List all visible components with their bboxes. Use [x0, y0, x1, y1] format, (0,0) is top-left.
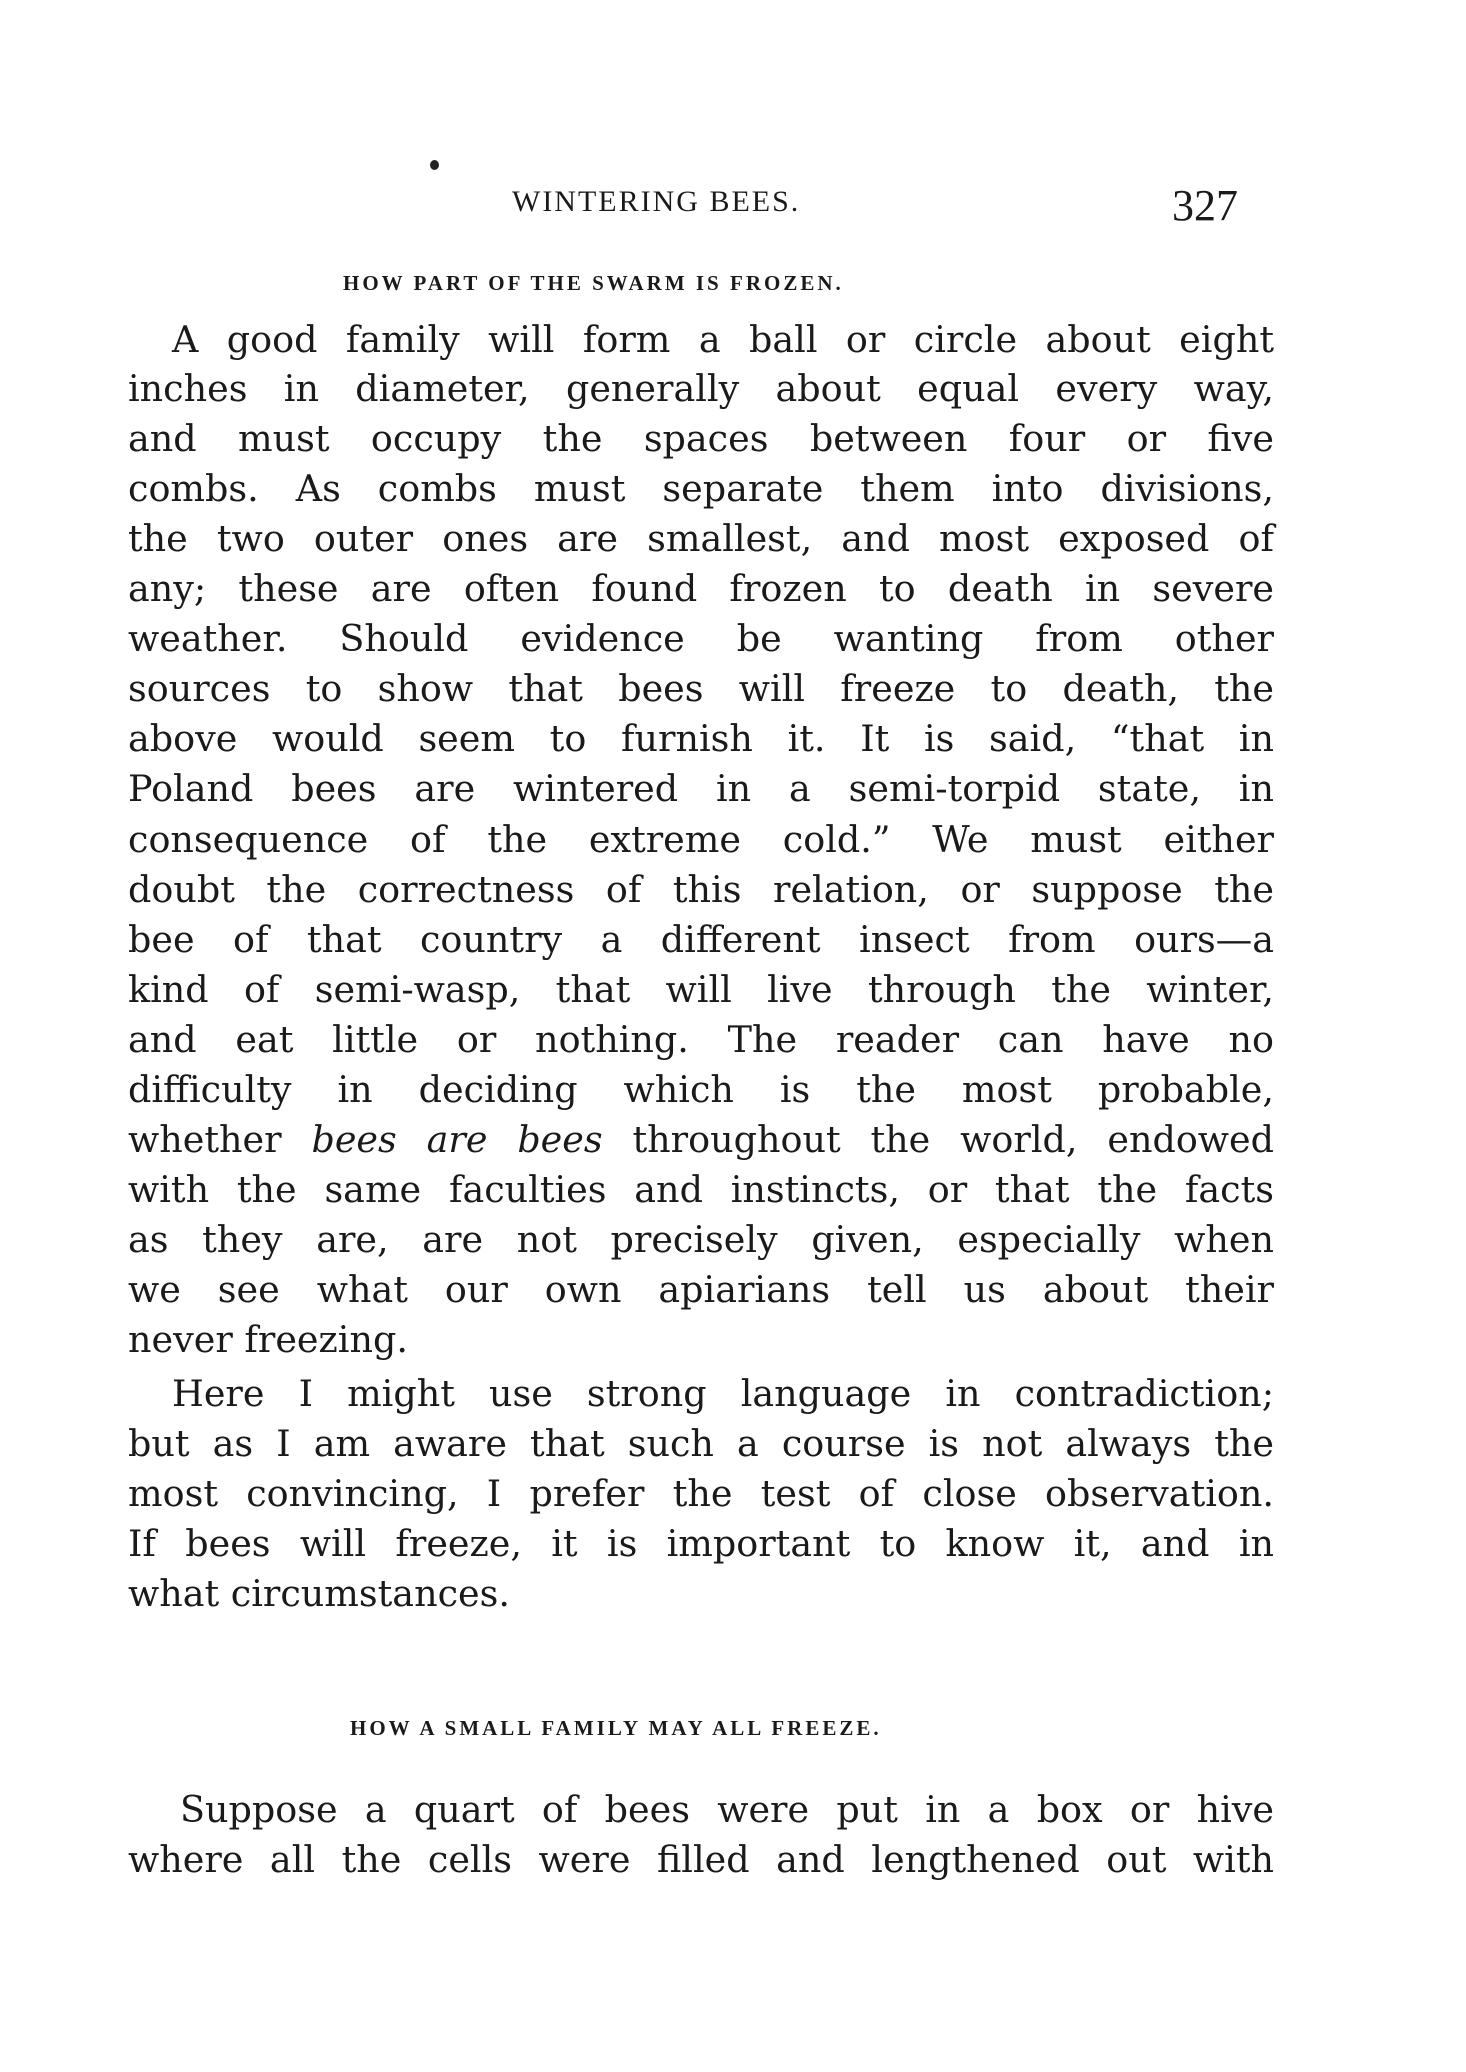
text-line: A good family will form a ball or circle about eight [172, 318, 1274, 361]
text-line: consequence of the extreme cold.” We must either [128, 818, 1274, 861]
text-line: Here I might use strong language in contradiction; [172, 1372, 1274, 1415]
text-line: doubt the correctness of this relation, or suppose the [128, 868, 1274, 911]
text-line: Poland bees are wintered in a semi-torpid state, in [128, 767, 1274, 810]
text-line: with the same faculties and instincts, or that the facts [128, 1168, 1274, 1211]
text-line: above would seem to furnish it. It is said, “that in [128, 717, 1274, 760]
text-line: what circumstances. [128, 1572, 510, 1615]
text-line: sources to show that bees will freeze to death, the [128, 667, 1274, 710]
text-line: where all the cells were filled and lengthened out with [128, 1838, 1274, 1881]
text-segment: whether [128, 1118, 312, 1161]
italic-phrase: bees are bees [311, 1118, 603, 1161]
text-line: but as I am aware that such a course is not always the [128, 1422, 1274, 1465]
text-line: difficulty in deciding which is the most probable, [128, 1068, 1274, 1111]
text-line: most convincing, I prefer the test of close observation. [128, 1472, 1274, 1515]
text-line: bee of that country a different insect from ours—a [128, 918, 1274, 961]
text-line: and eat little or nothing. The reader can have no [128, 1018, 1274, 1061]
running-title: WINTERING BEES. [512, 185, 801, 218]
text-line: weather. Should evidence be wanting from other [128, 617, 1274, 660]
text-line: inches in diameter, generally about equal every way, [128, 367, 1274, 410]
ink-speck [430, 160, 439, 170]
text-line: never freezing. [128, 1318, 408, 1361]
text-line: and must occupy the spaces between four or five [128, 417, 1274, 460]
text-line: combs. As combs must separate them into divisions, [128, 467, 1274, 510]
text-segment: throughout the world, endowed [602, 1118, 1274, 1161]
section-heading: HOW PART OF THE SWARM IS FROZEN. [343, 271, 844, 295]
text-line: Suppose a quart of bees were put in a box or hive [180, 1788, 1274, 1831]
section-heading: HOW A SMALL FAMILY MAY ALL FREEZE. [350, 1716, 882, 1740]
page-number: 327 [1172, 181, 1238, 230]
text-line: kind of semi-wasp, that will live through the winter, [128, 968, 1274, 1011]
text-line: we see what our own apiarians tell us about their [128, 1268, 1274, 1311]
text-line: the two outer ones are smallest, and most exposed of [128, 517, 1274, 560]
text-line: If bees will freeze, it is important to know it, and in [128, 1522, 1274, 1565]
text-line [128, 1118, 1274, 1162]
text-line: as they are, are not precisely given, especially when [128, 1218, 1274, 1261]
text-line: any; these are often found frozen to death in severe [128, 567, 1274, 610]
